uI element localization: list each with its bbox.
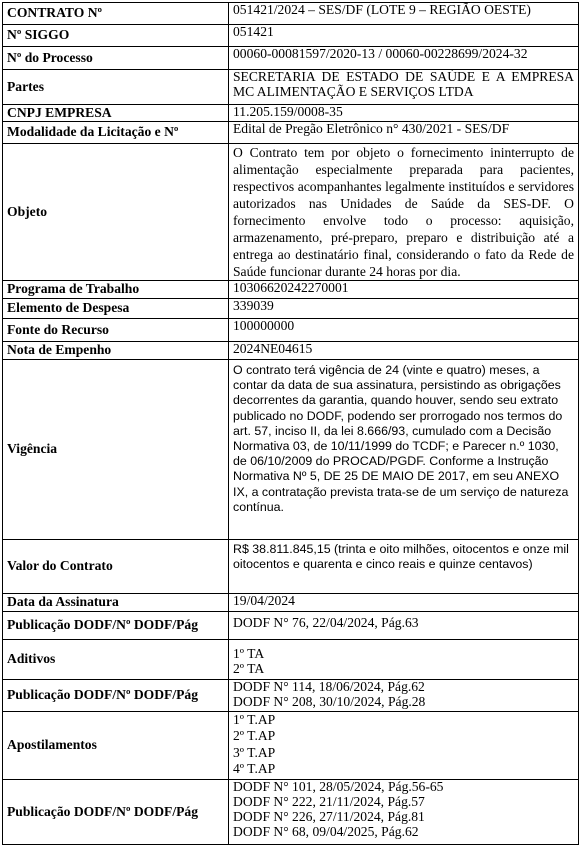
publicacao2-label: Publicação DODF/Nº DODF/Pág <box>3 680 229 712</box>
row-publicacao3 <box>3 780 579 845</box>
aditivos-label: Aditivos <box>3 640 229 680</box>
row-partes <box>3 70 579 105</box>
publicacao3-label: Publicação DODF/Nº DODF/Pág <box>3 780 229 845</box>
elemento-label: Elemento de Despesa <box>3 299 229 319</box>
row-apostilamentos <box>3 712 579 780</box>
row-elemento <box>3 299 579 319</box>
row-aditivos <box>3 640 579 680</box>
publicacao1-value: DODF N° 76, 22/04/2024, Pág.63 <box>229 612 579 640</box>
row-fonte <box>3 319 579 342</box>
row-assinatura <box>3 594 579 612</box>
partes-label: Partes <box>3 70 229 105</box>
aditivo-item: 1º TA <box>233 646 265 661</box>
publicacao-item: DODF N° 208, 30/10/2024, Pág.28 <box>233 693 426 709</box>
row-objeto <box>3 144 579 281</box>
row-valor <box>3 540 579 594</box>
modalidade-value: Edital de Pregão Eletrônico n° 430/2021 - SES/DF <box>229 122 579 144</box>
publicacao3-value <box>229 780 579 845</box>
valor-label: Valor do Contrato <box>3 540 229 594</box>
contract-summary-table <box>2 2 579 845</box>
processo-label: Nº do Processo <box>3 47 229 70</box>
row-siggo <box>3 25 579 47</box>
siggo-label: Nº SIGGO <box>3 25 229 47</box>
publicacao-item: DODF N° 68, 09/04/2025, Pág.62 <box>233 823 419 839</box>
row-empenho <box>3 342 579 360</box>
row-publicacao1 <box>3 612 579 640</box>
row-publicacao2 <box>3 680 579 712</box>
objeto-value: O Contrato tem por objeto o fornecimento ininterrupto de alimentação especialmente preparada para pacientes, respectivos acompanhantes legalmente instituídos e servidores autorizados nas Unidades de Saúde da SES-DF. O fornecimento envolve todo o processo: aquisição, armazenamento, pré-preparo, preparo e distribuição até a entrega ao destinatário final, considerando o fato da Rede de Saúde funcionar durante 24 horas por dia. <box>229 144 579 281</box>
partes-value: SECRETARIA DE ESTADO DE SAÚDE E A EMPRESA MC ALIMENTAÇÃO E SERVIÇOS LTDA <box>229 70 579 105</box>
processo-value: 00060-00081597/2020-13 / 00060-00228699/2024-32 <box>229 47 579 70</box>
publicacao1-label: Publicação DODF/Nº DODF/Pág <box>3 612 229 640</box>
empenho-label: Nota de Empenho <box>3 342 229 360</box>
contrato-label: CONTRATO Nº <box>3 3 229 25</box>
apostilamento-item: 3º T.AP <box>233 744 276 760</box>
publicacao-item: DODF N° 101, 28/05/2024, Pág.56-65 <box>233 779 444 794</box>
empenho-value: 2024NE04615 <box>229 342 579 360</box>
publicacao-item: DODF N° 114, 18/06/2024, Pág.62 <box>233 679 425 694</box>
objeto-label: Objeto <box>3 144 229 281</box>
vigencia-value: O contrato terá vigência de 24 (vinte e quatro) meses, a contar da data de sua assinatura, persistindo as obrigações decorrentes da garantia, quando houver, sendo seu extrato publicado no DODF, podendo ser prorrogado nos termos do art. 57, inciso II, da lei 8.666/93, cumulado com a Decisão Normativa 03, de 10/11/1999 do TCDF; e Parecer n.º 1030, de 06/10/2009 do PROCAD/PGDF. Conforme a Instrução Normativa Nº 5, DE 25 DE MAIO DE 2017, em seu ANEXO IX, a contratação prevista trata-se de um serviço de natureza contínua. <box>229 360 579 540</box>
row-cnpj <box>3 105 579 122</box>
fonte-label: Fonte do Recurso <box>3 319 229 342</box>
elemento-value: 339039 <box>229 299 579 319</box>
apostilamentos-label: Apostilamentos <box>3 712 229 780</box>
row-vigencia <box>3 360 579 540</box>
assinatura-label: Data da Assinatura <box>3 594 229 612</box>
publicacao-item: DODF N° 222, 21/11/2024, Pág.57 <box>233 793 425 809</box>
aditivos-value <box>229 640 579 680</box>
cnpj-value: 11.205.159/0008-35 <box>229 105 579 122</box>
publicacao-item: DODF N° 226, 27/11/2024, Pág.81 <box>233 808 425 824</box>
apostilamento-item: 1º T.AP <box>233 712 276 727</box>
apostilamentos-value <box>229 712 579 780</box>
valor-value: R$ 38.811.845,15 (trinta e oito milhões, oitocentos e onze mil oitocentos e quarenta e cinco reais e quinze centavos) <box>229 540 579 594</box>
assinatura-value: 19/04/2024 <box>229 594 579 612</box>
apostilamento-item: 2º T.AP <box>233 728 276 744</box>
cnpj-label: CNPJ EMPRESA <box>3 105 229 122</box>
fonte-value: 100000000 <box>229 319 579 342</box>
row-contrato <box>3 3 579 25</box>
row-processo <box>3 47 579 70</box>
row-modalidade <box>3 122 579 144</box>
contrato-value: 051421/2024 – SES/DF (LOTE 9 – REGIÃO OESTE) <box>229 3 579 25</box>
programa-value: 10306620242270001 <box>229 281 579 299</box>
siggo-value: 051421 <box>229 25 579 47</box>
modalidade-label: Modalidade da Licitação e Nº <box>3 122 229 144</box>
row-programa <box>3 281 579 299</box>
apostilamento-item: 4º T.AP <box>233 761 276 777</box>
vigencia-label: Vigência <box>3 360 229 540</box>
publicacao2-value <box>229 680 579 712</box>
aditivo-item: 2º TA <box>233 660 265 676</box>
programa-label: Programa de Trabalho <box>3 281 229 299</box>
